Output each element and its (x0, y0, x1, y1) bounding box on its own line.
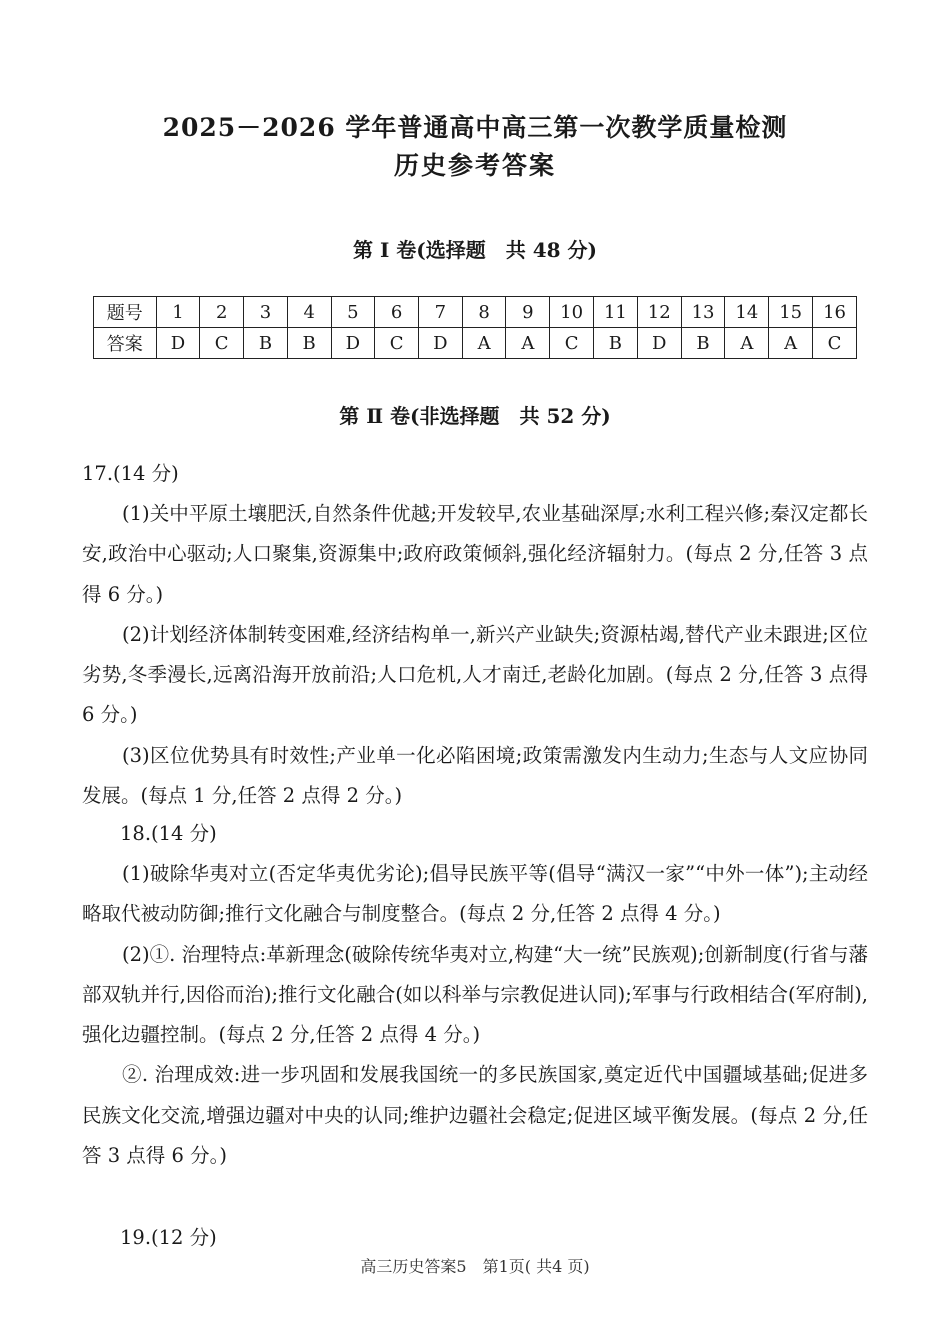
answer-cell: C (200, 328, 244, 359)
question-number: 14 (725, 297, 769, 328)
question-number: 16 (813, 297, 857, 328)
answer-cell: B (244, 328, 288, 359)
answer-cell: D (156, 328, 200, 359)
section-1-title: 第 Ⅰ 卷(选择题 共 48 分) (353, 238, 597, 262)
answer-cell: A (462, 328, 506, 359)
document-subtitle: 历史参考答案 (393, 151, 556, 180)
answer-cell: B (681, 328, 725, 359)
document-title: 2025－2026 学年普通高中高三第一次教学质量检测 (162, 113, 788, 142)
question-number: 7 (419, 297, 463, 328)
question-number: 13 (681, 297, 725, 328)
question-number: 2 (200, 297, 244, 328)
question-number-row (94, 297, 857, 328)
question-number: 8 (462, 297, 506, 328)
q17-part-2: (2)计划经济体制转变困难,经济结构单一,新兴产业缺失;资源枯竭,替代产业未跟进;区位劣势,冬季漫长,远离沿海开放前沿;人口危机,人才南迁,老龄化加剧。(每点 2 分,任答 3 点得 6 分。) (82, 622, 868, 727)
question-number: 10 (550, 297, 594, 328)
answer-cell: C (550, 328, 594, 359)
answer-cell: D (419, 328, 463, 359)
section-2-title: 第 Ⅱ 卷(非选择题 共 52 分) (339, 404, 611, 428)
answer-cell: B (593, 328, 637, 359)
q18-part-2: (2)①. 治理特点:革新理念(破除传统华夷对立,构建“大一统”民族观);创新制度(行省与藩部双轨并行,因俗而治);推行文化融合(如以科举与宗教促进认同);军事与行政相结合(军府制),强化边疆控制。(每点 2 分,任答 2 点得 4 分。) (82, 942, 868, 1047)
q18-part-1: (1)破除华夷对立(否定华夷优劣论);倡导民族平等(倡导“满汉一家”“中外一体”);主动经略取代被动防御;推行文化融合与制度整合。(每点 2 分,任答 2 点得 4 分。) (82, 862, 868, 926)
question-18-answers (82, 854, 868, 1176)
row-label-number: 题号 (94, 297, 157, 328)
answer-row (94, 328, 857, 359)
answer-cell: C (813, 328, 857, 359)
question-number: 5 (331, 297, 375, 328)
question-number: 12 (637, 297, 681, 328)
q17-part-3: (3)区位优势具有时效性;产业单一化必陷困境;政策需激发内生动力;生态与人文应协同发展。(每点 1 分,任答 2 点得 2 分。) (82, 743, 868, 808)
question-18-label: 18.(14 分) (120, 822, 217, 845)
question-number: 11 (593, 297, 637, 328)
question-19-label: 19.(12 分) (120, 1226, 217, 1249)
q18-part-3: ②. 治理成效:进一步巩固和发展我国统一的多民族国家,奠定近代中国疆域基础;促进多民族文化交流,增强边疆对中央的认同;维护边疆社会稳定;促进区域平衡发展。(每点 2 分,任答 3 点得 6 分。) (82, 1063, 868, 1168)
question-number: 1 (156, 297, 200, 328)
question-number: 15 (769, 297, 813, 328)
answer-cell: A (506, 328, 550, 359)
answer-cell: B (287, 328, 331, 359)
question-17-label: 17.(14 分) (82, 462, 179, 485)
answer-cell: D (637, 328, 681, 359)
page-footer: 高三历史答案5 第1页( 共4 页) (360, 1257, 590, 1276)
answer-cell: A (769, 328, 813, 359)
answer-table (93, 296, 857, 359)
question-17-answers (82, 494, 868, 816)
question-number: 6 (375, 297, 419, 328)
answer-cell: D (331, 328, 375, 359)
q17-part-1: (1)关中平原土壤肥沃,自然条件优越;开发较早,农业基础深厚;水利工程兴修;秦汉定都长安,政治中心驱动;人口聚集,资源集中;政府政策倾斜,强化经济辐射力。(每点 2 分,任答 3 点得 6 分。) (82, 502, 868, 606)
question-number: 9 (506, 297, 550, 328)
question-number: 3 (244, 297, 288, 328)
question-number: 4 (287, 297, 331, 328)
row-label-answer: 答案 (94, 328, 157, 359)
answer-cell: A (725, 328, 769, 359)
answer-cell: C (375, 328, 419, 359)
